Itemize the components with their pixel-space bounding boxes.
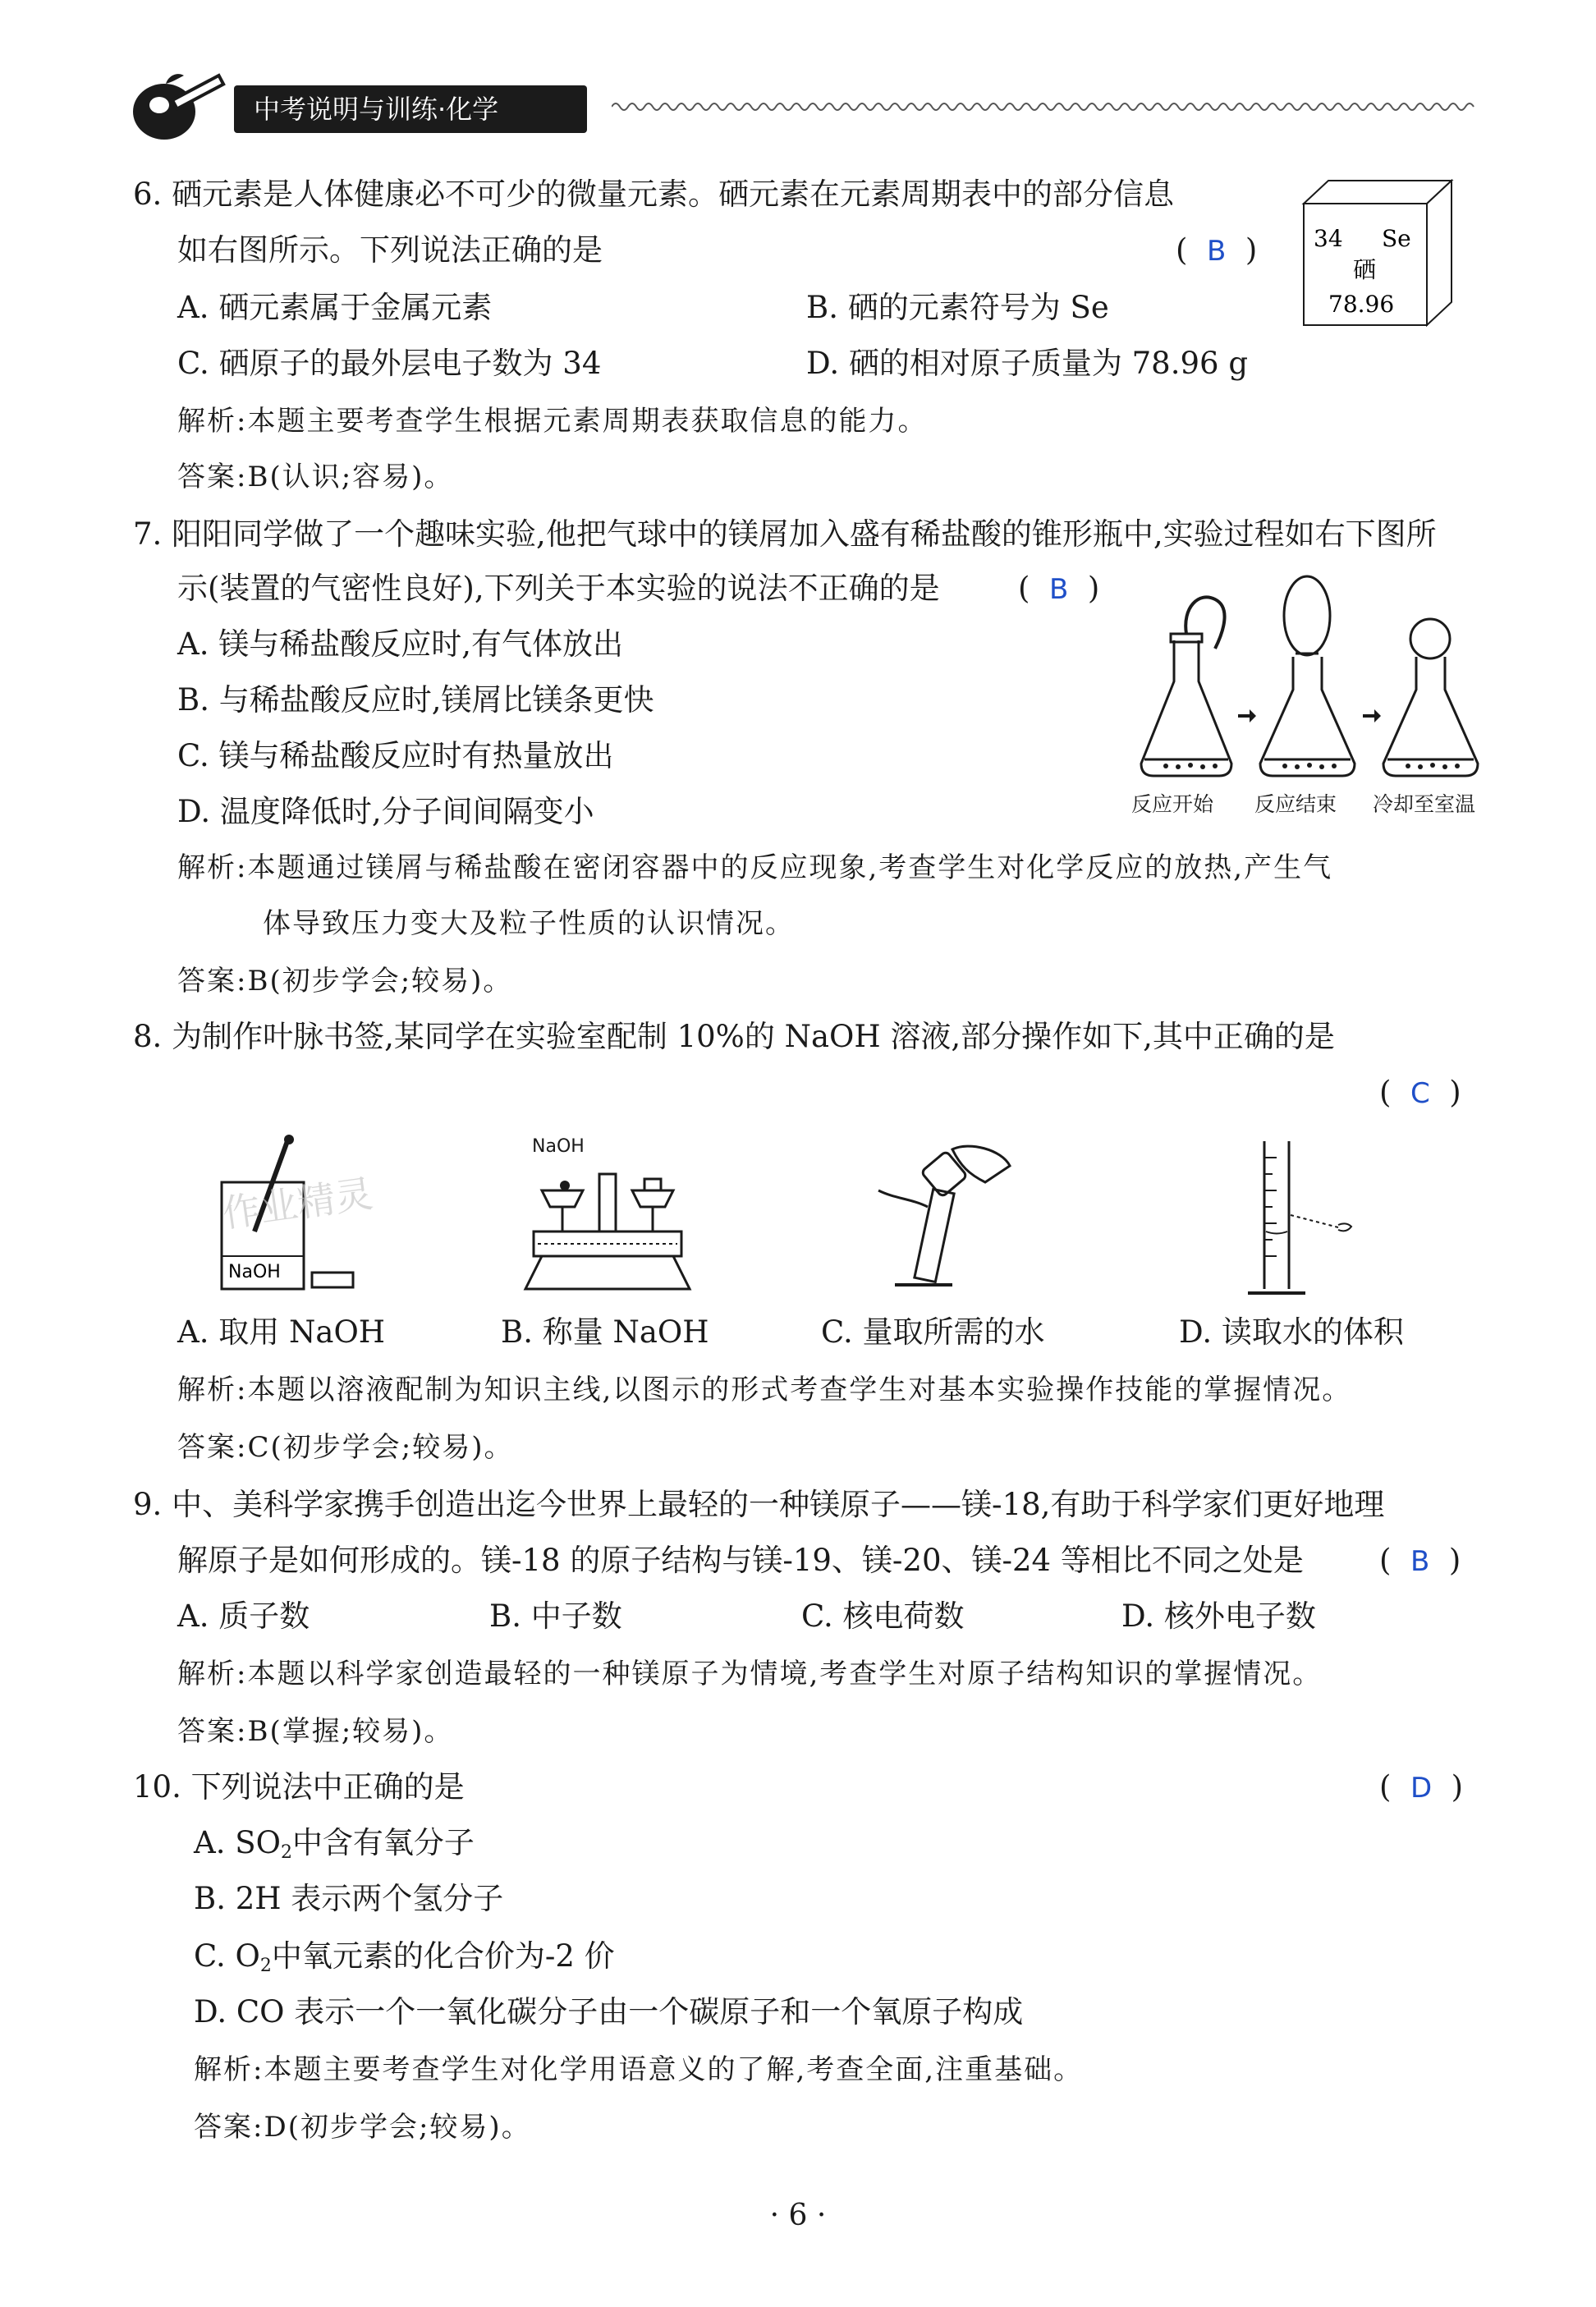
cell-name: 硒 <box>1353 256 1377 283</box>
q10-option-b: B. 2H 表示两个氢分子 <box>194 1881 504 1916</box>
q10-option-a <box>194 1824 475 1872</box>
q6-option-c: C. 硒原子的最外层电子数为 34 <box>177 346 602 381</box>
q7-answer-bracket: ( B ) <box>1018 571 1100 606</box>
watermark: 作业精灵 <box>219 1171 376 1236</box>
q7-key: 答案:B(初步学会;较易)。 <box>177 965 513 998</box>
flask-end <box>1260 576 1355 776</box>
page-number: · 6 · <box>769 2199 827 2232</box>
flask-experiment-figure <box>1133 575 1494 796</box>
q6-stem-line1: 6. 硒元素是人体健康必不可少的微量元素。硒元素在元素周期表中的部分信息 <box>133 177 1175 212</box>
q8-key: 答案:C(初步学会;较易)。 <box>177 1431 514 1464</box>
q8-option-b: B. 称量 NaOH <box>501 1314 709 1350</box>
q10-option-c <box>194 1938 615 1985</box>
flask-caption-end: 反应结束 <box>1254 792 1337 816</box>
q9-option-d: D. 核外电子数 <box>1121 1598 1316 1634</box>
q7-option-b: B. 与稀盐酸反应时,镁屑比镁条更快 <box>177 682 654 718</box>
q7-option-a: A. 镁与稀盐酸反应时,有气体放出 <box>177 626 624 662</box>
q9-option-b: B. 中子数 <box>489 1598 622 1634</box>
q10-option-a-post: 中含有氧分子 <box>291 1825 475 1860</box>
q7-stem-line1: 7. 阳阳同学做了一个趣味实验,他把气球中的镁屑加入盛有稀盐酸的锥形瓶中,实验过程如右下图所 <box>133 516 1437 552</box>
q9-explanation: 解析:本题以科学家创造最轻的一种镁原子为情境,考查学生对原子结构知识的掌握情况。 <box>177 1658 1323 1690</box>
q10-option-d: D. CO 表示一个一氧化碳分子由一个碳原子和一个氧原子构成 <box>194 1994 1024 2030</box>
q8-answer: C <box>1410 1077 1430 1110</box>
bottle-label: NaOH <box>228 1262 281 1282</box>
q10-option-c-sub: 2 <box>259 1956 272 1976</box>
q8-option-a: A. 取用 NaOH <box>177 1314 386 1350</box>
q6-key: 答案:B(认识;容易)。 <box>177 461 454 493</box>
q9-option-c: C. 核电荷数 <box>801 1598 965 1634</box>
flask-start <box>1141 597 1231 776</box>
figure-read-volume <box>1231 1133 1379 1305</box>
flask-caption-start: 反应开始 <box>1131 792 1214 816</box>
q7-option-c: C. 镁与稀盐酸反应时有热量放出 <box>177 738 614 773</box>
cell-symbol: Se <box>1382 225 1411 252</box>
q7-explanation-line1: 解析:本题通过镁屑与稀盐酸在密闭容器中的反应现象,考查学生对化学反应的放热,产生气 <box>177 851 1333 884</box>
q6-stem-line2: 如右图所示。下列说法正确的是 <box>177 232 603 268</box>
q10-option-a-sub: 2 <box>280 1842 292 1863</box>
q7-stem-line2: 示(装置的气密性良好),下列关于本实验的说法不正确的是 <box>177 571 940 606</box>
flask-cooled <box>1383 619 1478 776</box>
figure-measure-water <box>862 1133 1043 1297</box>
cell-mass: 78.96 <box>1328 291 1395 318</box>
q10-answer-bracket: ( D ) <box>1379 1769 1464 1805</box>
q10-option-c-post: 中氧元素的化合价为-2 价 <box>271 1938 615 1974</box>
q10-option-a-pre: A. SO <box>194 1825 281 1860</box>
flask-caption-cooled: 冷却至室温 <box>1373 792 1476 816</box>
q9-stem-line1: 9. 中、美科学家携手创造出迄今世界上最轻的一种镁原子——镁-18,有助于科学家们更好地理 <box>133 1487 1385 1522</box>
q10-key: 答案:D(初步学会;较易)。 <box>194 2111 531 2144</box>
q7-explanation-line2: 体导致压力变大及粒子性质的认识情况。 <box>263 907 795 940</box>
q7-answer: B <box>1048 573 1069 606</box>
header-title: 中考说明与训练·化学 <box>234 85 587 133</box>
q8-answer-bracket: ( C ) <box>1379 1075 1461 1110</box>
periodic-table-cell <box>1296 179 1460 327</box>
q6-answer: B <box>1206 235 1227 268</box>
cell-number: 34 <box>1314 225 1343 252</box>
header-divider <box>612 99 1482 115</box>
q9-answer-bracket: ( B ) <box>1379 1543 1461 1578</box>
q10-option-c-pre: C. O <box>194 1938 260 1974</box>
q8-option-d: D. 读取水的体积 <box>1179 1314 1404 1350</box>
q10-answer: D <box>1410 1772 1433 1805</box>
q9-option-a: A. 质子数 <box>177 1598 310 1634</box>
q6-option-b: B. 硒的元素符号为 Se <box>806 290 1109 325</box>
q6-explanation: 解析:本题主要考查学生根据元素周期表获取信息的能力。 <box>177 405 928 438</box>
figure-weigh-naoh <box>517 1158 698 1297</box>
q8-stem-line1: 8. 为制作叶脉书签,某同学在实验室配制 10%的 NaOH 溶液,部分操作如下,其中正确的是 <box>133 1019 1335 1054</box>
q9-key: 答案:B(掌握;较易)。 <box>177 1715 454 1748</box>
q6-answer-bracket: ( B ) <box>1176 232 1258 268</box>
q6-option-a: A. 硒元素属于金属元素 <box>177 290 493 325</box>
q8-option-c: C. 量取所需的水 <box>821 1314 1045 1350</box>
q9-answer: B <box>1410 1545 1430 1578</box>
q10-explanation: 解析:本题主要考查学生对化学用语意义的了解,考查全面,注重基础。 <box>194 2053 1084 2086</box>
balance-label: NaOH <box>532 1136 585 1157</box>
q6-option-d: D. 硒的相对原子质量为 78.96 g <box>806 346 1248 381</box>
q9-stem-line2: 解原子是如何形成的。镁-18 的原子结构与镁-19、镁-20、镁-24 等相比不同之处是 <box>177 1543 1304 1578</box>
apple-pencil-icon <box>123 72 230 146</box>
q8-explanation: 解析:本题以溶液配制为知识主线,以图示的形式考查学生对基本实验操作技能的掌握情况。 <box>177 1374 1352 1406</box>
q10-stem: 10. 下列说法中正确的是 <box>133 1769 465 1805</box>
q7-option-d: D. 温度降低时,分子间间隔变小 <box>177 794 594 829</box>
